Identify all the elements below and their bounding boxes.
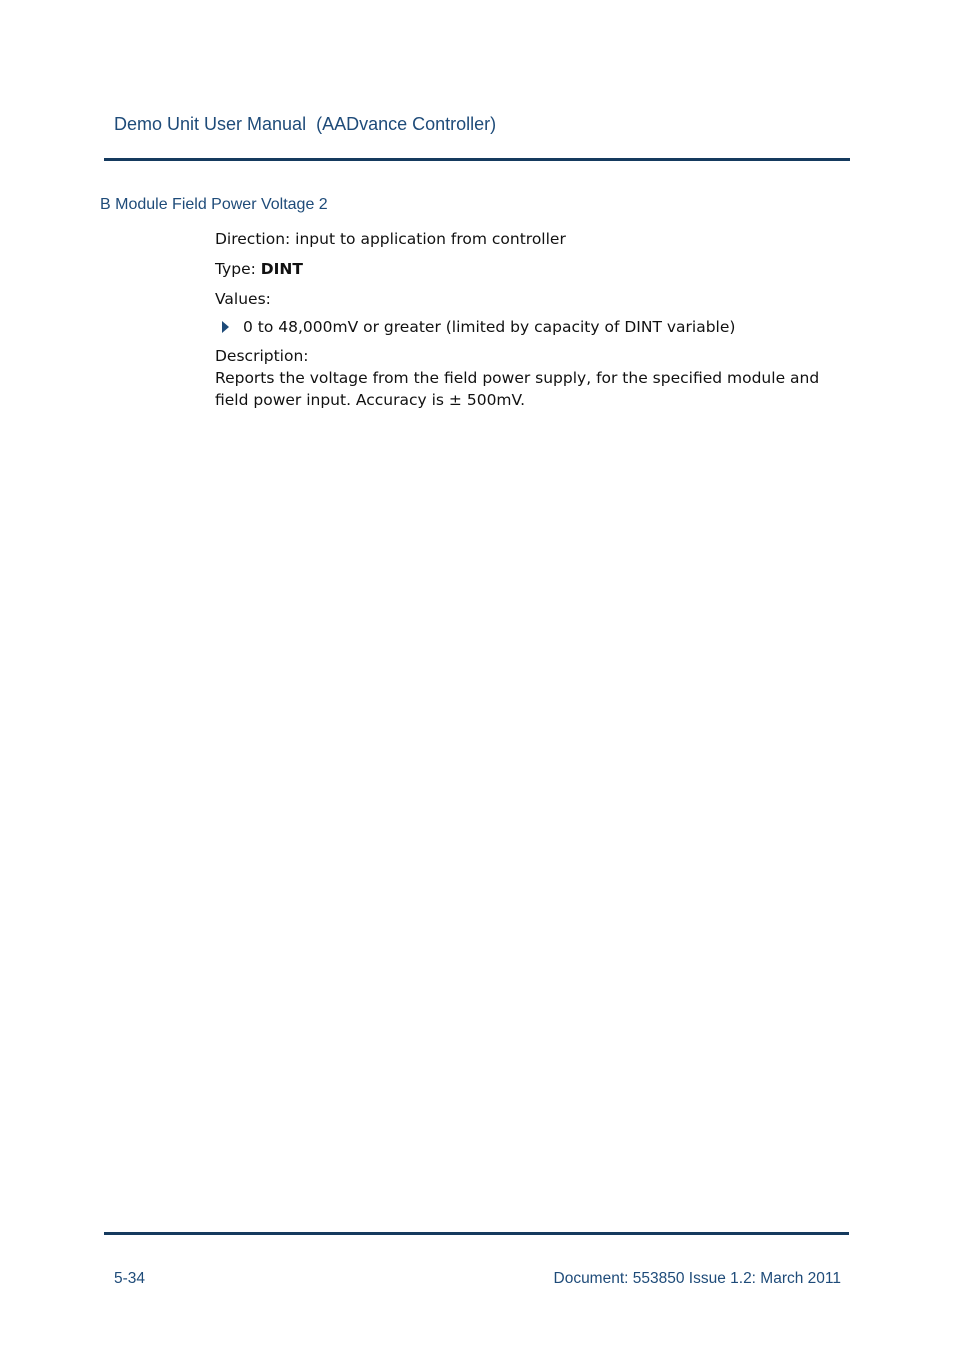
header-rule bbox=[104, 158, 850, 161]
description-label: Description: bbox=[215, 347, 309, 365]
running-header: Demo Unit User Manual (AADvance Controller) bbox=[114, 114, 497, 134]
list-item bbox=[215, 316, 825, 345]
type-line bbox=[215, 258, 825, 288]
direction-text: Direction: input to application from controller bbox=[215, 230, 566, 248]
value-range-text: 0 to 48,000mV or greater (limited by capacity of DINT variable) bbox=[243, 318, 736, 336]
description-text: Reports the voltage from the field power supply, for the specified module and field power input. Accuracy is ± 500mV. bbox=[215, 369, 820, 409]
section-heading: B Module Field Power Voltage 2 bbox=[100, 196, 328, 213]
section-body bbox=[215, 228, 825, 411]
type-value: DINT bbox=[260, 260, 303, 278]
values-label: Values: bbox=[215, 290, 271, 308]
page-number: 5-34 bbox=[114, 1270, 146, 1287]
footer-rule bbox=[104, 1232, 849, 1235]
type-label: Type: bbox=[215, 260, 261, 278]
triangle-right-icon bbox=[222, 321, 229, 333]
document-info: Document: 553850 Issue 1.2: March 2011 bbox=[553, 1270, 841, 1287]
